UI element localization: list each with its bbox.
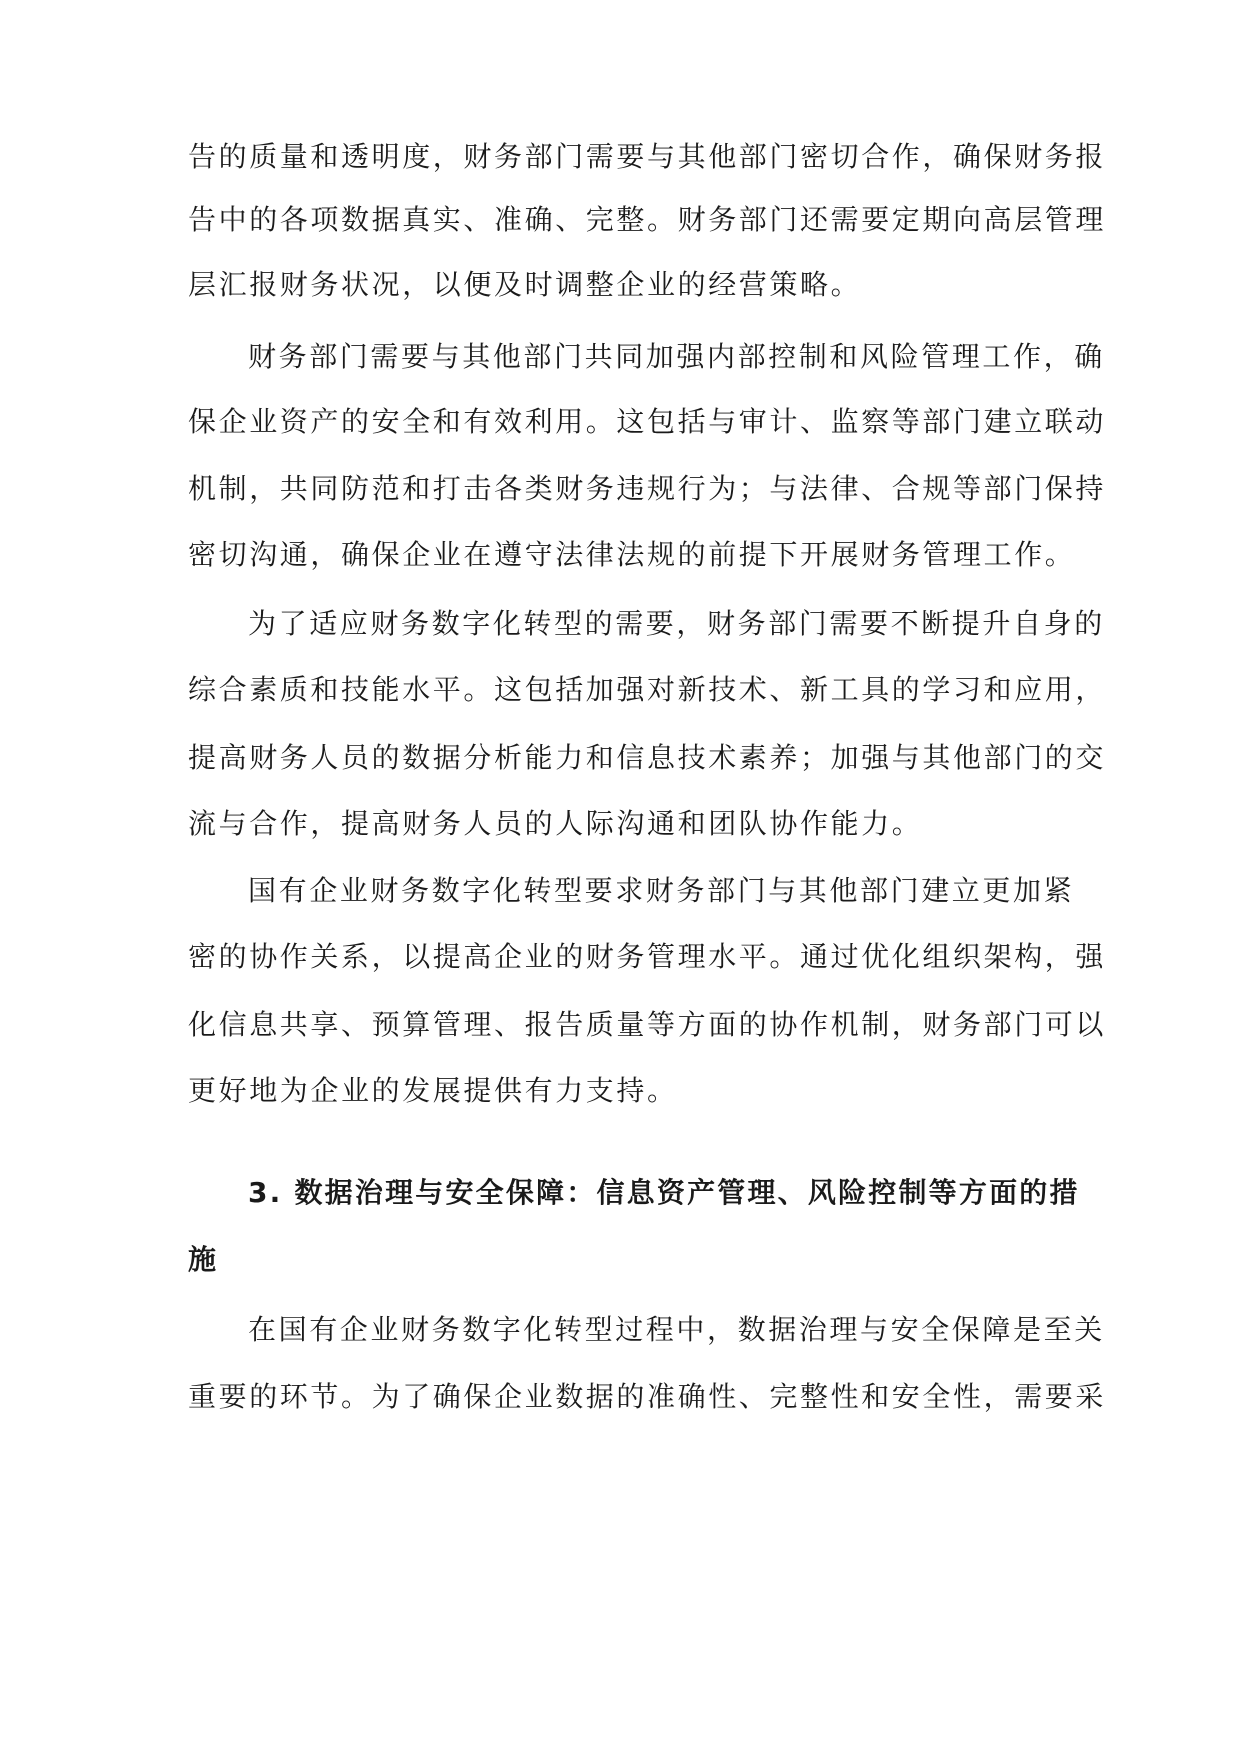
section-heading-line-1: 3. 数据治理与安全保障：信息资产管理、风险控制等方面的措 bbox=[248, 1176, 1080, 1209]
closing-paragraph-line-1: 在国有企业财务数字化转型过程中，数据治理与安全保障是至关 bbox=[248, 1313, 1105, 1346]
closing-paragraph-line-2: 重要的环节。为了确保企业数据的准确性、完整性和安全性，需要采 bbox=[188, 1380, 1107, 1413]
paragraph-1-line-1: 告的质量和透明度，财务部门需要与其他部门密切合作，确保财务报 bbox=[188, 140, 1107, 173]
paragraph-4-line-1: 国有企业财务数字化转型要求财务部门与其他部门建立更加紧 bbox=[248, 874, 1075, 907]
paragraph-2-line-3: 机制，共同防范和打击各类财务违规行为；与法律、合规等部门保持 bbox=[188, 472, 1107, 505]
paragraph-3-line-3: 提高财务人员的数据分析能力和信息技术素养；加强与其他部门的交 bbox=[188, 741, 1107, 774]
section-heading-line-2: 施 bbox=[188, 1243, 219, 1276]
paragraph-1-line-3: 层汇报财务状况，以便及时调整企业的经营策略。 bbox=[188, 268, 862, 301]
paragraph-1-line-2: 告中的各项数据真实、准确、完整。财务部门还需要定期向高层管理 bbox=[188, 203, 1107, 236]
paragraph-4-line-3: 化信息共享、预算管理、报告质量等方面的协作机制，财务部门可以 bbox=[188, 1008, 1107, 1041]
paragraph-4-line-2: 密的协作关系，以提高企业的财务管理水平。通过优化组织架构，强 bbox=[188, 940, 1107, 973]
paragraph-3-line-2: 综合素质和技能水平。这包括加强对新技术、新工具的学习和应用， bbox=[188, 673, 1107, 706]
paragraph-2-line-4: 密切沟通，确保企业在遵守法律法规的前提下开展财务管理工作。 bbox=[188, 538, 1076, 571]
paragraph-2-line-2: 保企业资产的安全和有效利用。这包括与审计、监察等部门建立联动 bbox=[188, 405, 1107, 438]
paragraph-3-line-4: 流与合作，提高财务人员的人际沟通和团队协作能力。 bbox=[188, 807, 923, 840]
paragraph-3-line-1: 为了适应财务数字化转型的需要，财务部门需要不断提升自身的 bbox=[248, 607, 1105, 640]
paragraph-4-line-4: 更好地为企业的发展提供有力支持。 bbox=[188, 1074, 678, 1107]
paragraph-2-line-1: 财务部门需要与其他部门共同加强内部控制和风险管理工作，确 bbox=[248, 340, 1105, 373]
